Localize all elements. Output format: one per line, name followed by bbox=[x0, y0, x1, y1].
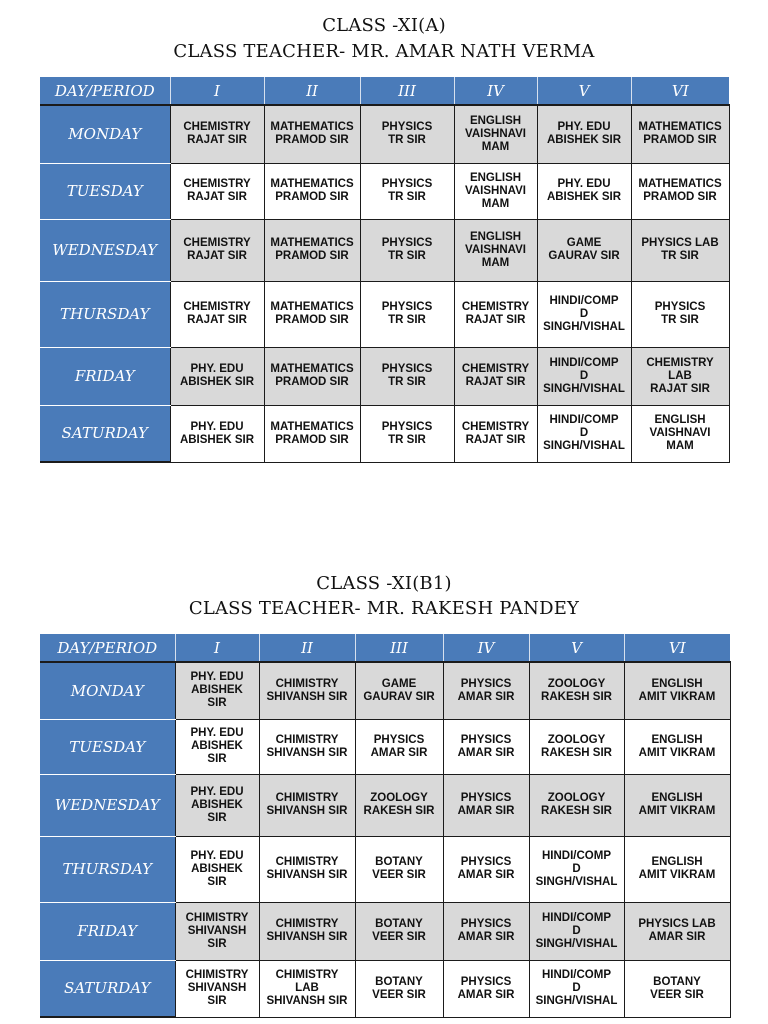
period-cell: CHIMISTRY SHIVANSH SIR bbox=[259, 719, 355, 774]
period-cell: PHYSICS TR SIR bbox=[360, 219, 454, 281]
period-cell: ENGLISH AMIT VIKRAM bbox=[624, 719, 730, 774]
day-label: THURSDAY bbox=[40, 836, 175, 902]
period-cell: ZOOLOGY RAKESH SIR bbox=[529, 662, 624, 719]
day-label: TUESDAY bbox=[40, 163, 170, 219]
day-label: MONDAY bbox=[40, 662, 175, 719]
table-row bbox=[40, 902, 730, 960]
period-cell: CHEMISTRY RAJAT SIR bbox=[170, 219, 264, 281]
period-cell: PHY. EDU ABISHEK SIR bbox=[175, 774, 259, 836]
period-cell: PHYSICS AMAR SIR bbox=[443, 960, 529, 1017]
period-cell: PHYSICS TR SIR bbox=[360, 105, 454, 163]
period-header: VI bbox=[624, 634, 730, 662]
period-header: III bbox=[360, 77, 454, 105]
table-row bbox=[40, 960, 730, 1017]
day-period-header: DAY/PERIOD bbox=[40, 634, 175, 662]
period-cell: HINDI/COMP D SINGH/VISHAL bbox=[529, 836, 624, 902]
class-teacher: CLASS TEACHER- MR. RAKESH PANDEY bbox=[188, 598, 580, 619]
period-cell: CHEMISTRY LAB RAJAT SIR bbox=[631, 347, 729, 405]
period-cell: BOTANY VEER SIR bbox=[624, 960, 730, 1017]
period-cell: PHYSICS AMAR SIR bbox=[443, 719, 529, 774]
period-cell: PHYSICS AMAR SIR bbox=[443, 662, 529, 719]
period-cell: ENGLISH AMIT VIKRAM bbox=[624, 662, 730, 719]
day-label: THURSDAY bbox=[40, 281, 170, 347]
period-cell: PHYSICS LAB TR SIR bbox=[631, 219, 729, 281]
period-cell: MATHEMATICS PRAMOD SIR bbox=[631, 163, 729, 219]
period-header: V bbox=[537, 77, 631, 105]
period-cell: CHEMISTRY RAJAT SIR bbox=[170, 281, 264, 347]
table-row bbox=[40, 405, 729, 462]
period-cell: CHIMISTRY SHIVANSH SIR bbox=[259, 836, 355, 902]
period-cell: PHY. EDU ABISHEK SIR bbox=[175, 662, 259, 719]
period-cell: MATHEMATICS PRAMOD SIR bbox=[264, 105, 360, 163]
day-label: SATURDAY bbox=[40, 405, 170, 462]
day-label: FRIDAY bbox=[40, 902, 175, 960]
timetable-header-row bbox=[40, 634, 730, 662]
period-cell: BOTANY VEER SIR bbox=[355, 836, 443, 902]
period-cell: HINDI/COMP D SINGH/VISHAL bbox=[529, 902, 624, 960]
period-cell: CHIMISTRY SHIVANSH SIR bbox=[259, 774, 355, 836]
period-cell: CHEMISTRY RAJAT SIR bbox=[170, 105, 264, 163]
period-cell: HINDI/COMP D SINGH/VISHAL bbox=[529, 960, 624, 1017]
period-cell: ENGLISH VAISHNAVI MAM bbox=[454, 219, 537, 281]
period-cell: ENGLISH VAISHNAVI MAM bbox=[454, 105, 537, 163]
period-header: V bbox=[529, 634, 624, 662]
day-period-header: DAY/PERIOD bbox=[40, 77, 170, 105]
period-cell: ZOOLOGY RAKESH SIR bbox=[355, 774, 443, 836]
period-cell: HINDI/COMP D SINGH/VISHAL bbox=[537, 347, 631, 405]
period-header: II bbox=[259, 634, 355, 662]
day-label: MONDAY bbox=[40, 105, 170, 163]
period-cell: PHY. EDU ABISHEK SIR bbox=[175, 836, 259, 902]
period-cell: ENGLISH AMIT VIKRAM bbox=[624, 836, 730, 902]
period-cell: MATHEMATICS PRAMOD SIR bbox=[264, 163, 360, 219]
table-row bbox=[40, 836, 730, 902]
day-label: WEDNESDAY bbox=[40, 219, 170, 281]
period-cell: CHEMISTRY RAJAT SIR bbox=[454, 281, 537, 347]
timetable bbox=[40, 77, 730, 463]
period-cell: ENGLISH VAISHNAVI MAM bbox=[454, 163, 537, 219]
period-header: II bbox=[264, 77, 360, 105]
class-title: CLASS -XI(B1) bbox=[316, 573, 452, 594]
period-cell: MATHEMATICS PRAMOD SIR bbox=[264, 219, 360, 281]
table-row bbox=[40, 281, 729, 347]
period-header: I bbox=[175, 634, 259, 662]
period-cell: MATHEMATICS PRAMOD SIR bbox=[264, 405, 360, 462]
table-row bbox=[40, 347, 729, 405]
period-cell: PHYSICS TR SIR bbox=[360, 347, 454, 405]
period-cell: BOTANY VEER SIR bbox=[355, 960, 443, 1017]
table-row bbox=[40, 219, 729, 281]
period-cell: PHYSICS AMAR SIR bbox=[355, 719, 443, 774]
period-cell: ENGLISH VAISHNAVI MAM bbox=[631, 405, 729, 462]
timetable-header-row bbox=[40, 77, 729, 105]
period-cell: ENGLISH AMIT VIKRAM bbox=[624, 774, 730, 836]
period-cell: PHYSICS AMAR SIR bbox=[443, 902, 529, 960]
period-cell: CHEMISTRY RAJAT SIR bbox=[454, 347, 537, 405]
period-cell: CHIMISTRY LAB SHIVANSH SIR bbox=[259, 960, 355, 1017]
period-cell: PHYSICS AMAR SIR bbox=[443, 774, 529, 836]
period-cell: ZOOLOGY RAKESH SIR bbox=[529, 719, 624, 774]
period-cell: PHYSICS LAB AMAR SIR bbox=[624, 902, 730, 960]
day-label: TUESDAY bbox=[40, 719, 175, 774]
period-cell: GAME GAURAV SIR bbox=[355, 662, 443, 719]
timetable bbox=[40, 634, 731, 1018]
day-label: SATURDAY bbox=[40, 960, 175, 1017]
table-row bbox=[40, 163, 729, 219]
period-header: I bbox=[170, 77, 264, 105]
period-header: III bbox=[355, 634, 443, 662]
period-cell: PHY. EDU ABISHEK SIR bbox=[170, 347, 264, 405]
class-teacher: CLASS TEACHER- MR. AMAR NATH VERMA bbox=[173, 41, 595, 62]
class-title: CLASS -XI(A) bbox=[322, 15, 446, 36]
table-row bbox=[40, 662, 730, 719]
period-header: IV bbox=[443, 634, 529, 662]
period-cell: MATHEMATICS PRAMOD SIR bbox=[264, 347, 360, 405]
period-cell: PHY. EDU ABISHEK SIR bbox=[537, 163, 631, 219]
period-cell: MATHEMATICS PRAMOD SIR bbox=[631, 105, 729, 163]
period-cell: CHIMISTRY SHIVANSH SIR bbox=[175, 902, 259, 960]
period-cell: PHYSICS TR SIR bbox=[360, 405, 454, 462]
period-cell: HINDI/COMP D SINGH/VISHAL bbox=[537, 405, 631, 462]
day-label: WEDNESDAY bbox=[40, 774, 175, 836]
period-cell: PHYSICS AMAR SIR bbox=[443, 836, 529, 902]
period-cell: PHY. EDU ABISHEK SIR bbox=[170, 405, 264, 462]
table-row bbox=[40, 774, 730, 836]
period-cell: CHEMISTRY RAJAT SIR bbox=[170, 163, 264, 219]
period-cell: MATHEMATICS PRAMOD SIR bbox=[264, 281, 360, 347]
period-cell: CHIMISTRY SHIVANSH SIR bbox=[259, 902, 355, 960]
period-cell: GAME GAURAV SIR bbox=[537, 219, 631, 281]
period-cell: HINDI/COMP D SINGH/VISHAL bbox=[537, 281, 631, 347]
period-header: VI bbox=[631, 77, 729, 105]
period-cell: ZOOLOGY RAKESH SIR bbox=[529, 774, 624, 836]
day-label: FRIDAY bbox=[40, 347, 170, 405]
period-cell: CHIMISTRY SHIVANSH SIR bbox=[259, 662, 355, 719]
period-cell: PHYSICS TR SIR bbox=[360, 281, 454, 347]
period-cell: CHIMISTRY SHIVANSH SIR bbox=[175, 960, 259, 1017]
table-row bbox=[40, 719, 730, 774]
period-header: IV bbox=[454, 77, 537, 105]
period-cell: PHY. EDU ABISHEK SIR bbox=[175, 719, 259, 774]
period-cell: PHYSICS TR SIR bbox=[360, 163, 454, 219]
period-cell: PHY. EDU ABISHEK SIR bbox=[537, 105, 631, 163]
period-cell: CHEMISTRY RAJAT SIR bbox=[454, 405, 537, 462]
table-row bbox=[40, 105, 729, 163]
period-cell: PHYSICS TR SIR bbox=[631, 281, 729, 347]
period-cell: BOTANY VEER SIR bbox=[355, 902, 443, 960]
